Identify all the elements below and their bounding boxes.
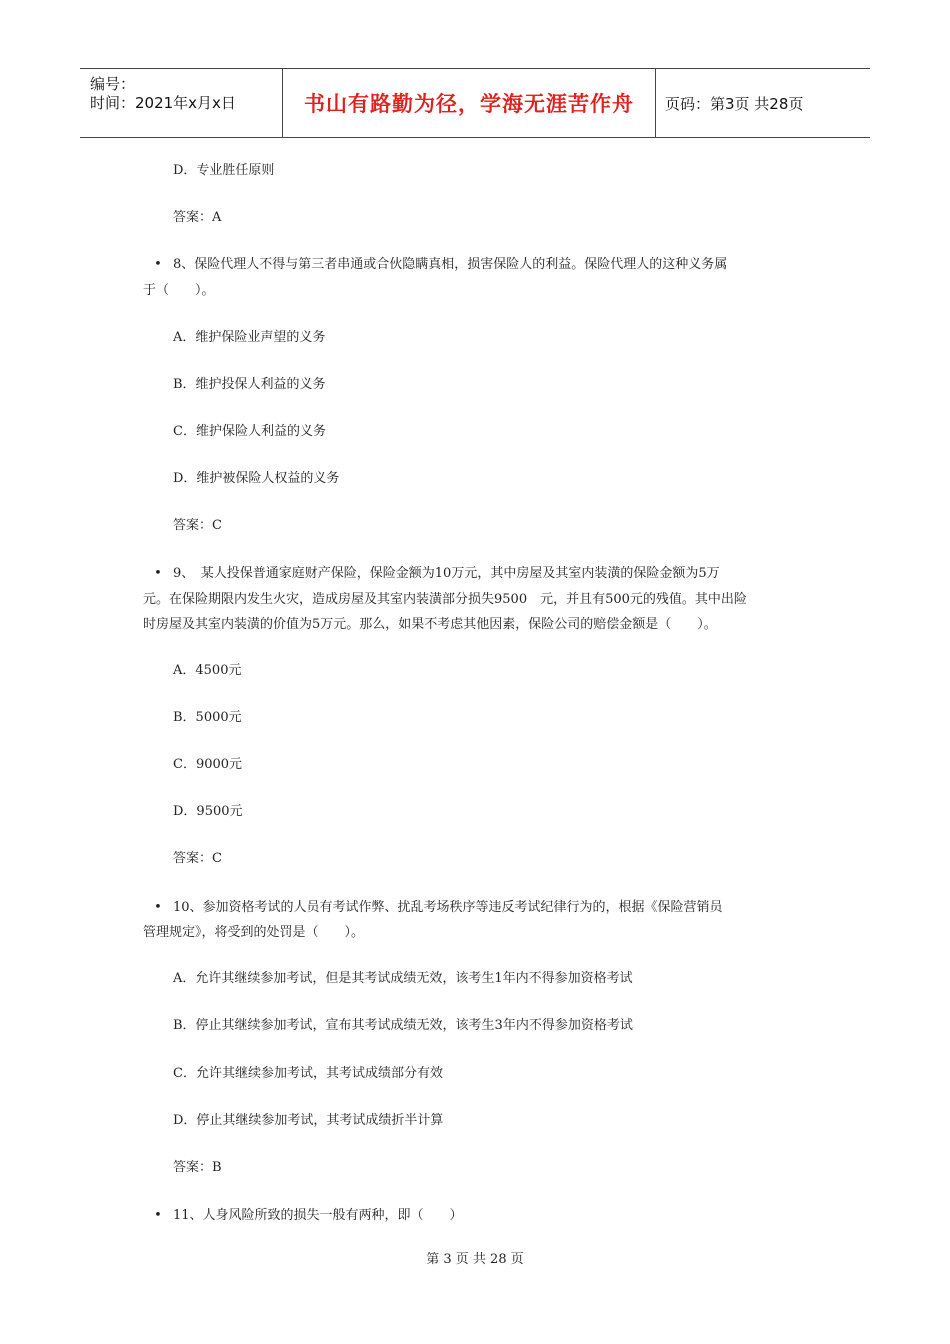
- q9-line-2: 元。在保险期限内发生火灾，造成房屋及其室内装潢部分损失9500 元，并且有500元的残值。其中出险: [143, 592, 747, 607]
- document-header: [80, 68, 870, 138]
- q10-line-1: [143, 900, 723, 916]
- q9-option-a: A．4500元: [173, 663, 242, 678]
- q9-option-c: C．9000元: [173, 757, 243, 772]
- q9-option-d: D．9500元: [173, 804, 243, 819]
- header-meta-cell: [80, 69, 282, 137]
- q10-option-d: D．停止其继续参加考试，其考试成绩折半计算: [173, 1113, 444, 1128]
- q10-option-c: C．允许其继续参加考试，其考试成绩部分有效: [173, 1066, 443, 1081]
- q11-line-1: [143, 1208, 463, 1224]
- q8-answer: 答案：C: [173, 518, 222, 533]
- q9-line-3: 时房屋及其室内装潢的价值为5万元。那么，如果不考虑其他因素，保险公司的赔偿金额是（ ）。: [143, 617, 717, 632]
- header-page-cell: [655, 69, 870, 137]
- q8-option-a: A．维护保险业声望的义务: [173, 330, 326, 345]
- q10-answer: 答案：B: [173, 1160, 222, 1175]
- q9-text: 9、 某人投保普通家庭财产保险，保险金额为10万元，其中房屋及其室内装潢的保险金额为5万: [173, 566, 720, 581]
- q10-line-2: 管理规定》，将受到的处罚是（ ）。: [143, 925, 365, 940]
- header-page-info: 页码：第3页 共28页: [665, 94, 804, 113]
- q10-option-a: A．允许其继续参加考试，但是其考试成绩无效，该考生1年内不得参加资格考试: [173, 971, 633, 986]
- page-footer: 第 3 页 共 28 页: [426, 1252, 524, 1267]
- bullet-icon: •: [154, 566, 162, 581]
- header-motto-cell: [282, 69, 656, 137]
- q10-text: 10、参加资格考试的人员有考试作弊、扰乱考场秩序等违反考试纪律行为的，根据《保险营销员: [173, 900, 723, 915]
- document-number: 编号：: [90, 75, 136, 93]
- document-date: 时间：2021年x月x日: [90, 94, 236, 112]
- q9-line-1: [143, 566, 720, 582]
- q11-text: 11、人身风险所致的损失一般有两种，即（ ）: [173, 1208, 463, 1223]
- q8-option-d: D．维护被保险人权益的义务: [173, 471, 340, 486]
- q7-answer: 答案：A: [173, 210, 222, 225]
- q9-answer: 答案：C: [173, 851, 222, 866]
- q9-option-b: B．5000元: [173, 710, 242, 725]
- q8-option-b: B．维护投保人利益的义务: [173, 377, 326, 392]
- bullet-icon: •: [154, 1208, 162, 1223]
- q8-line-1: [143, 257, 727, 273]
- q7-option-d: D．专业胜任原则: [173, 163, 275, 178]
- motto: 书山有路勤为径，学海无涯苦作舟: [304, 92, 634, 116]
- bullet-icon: •: [154, 900, 162, 915]
- q8-option-c: C．维护保险人利益的义务: [173, 424, 326, 439]
- q8-text: 8、保险代理人不得与第三者串通或合伙隐瞒真相，损害保险人的利益。保险代理人的这种义务属: [173, 257, 728, 272]
- q8-line-2: 于（ ）。: [143, 283, 215, 298]
- q10-option-b: B．停止其继续参加考试，宣布其考试成绩无效，该考生3年内不得参加资格考试: [173, 1018, 633, 1033]
- bullet-icon: •: [154, 257, 162, 272]
